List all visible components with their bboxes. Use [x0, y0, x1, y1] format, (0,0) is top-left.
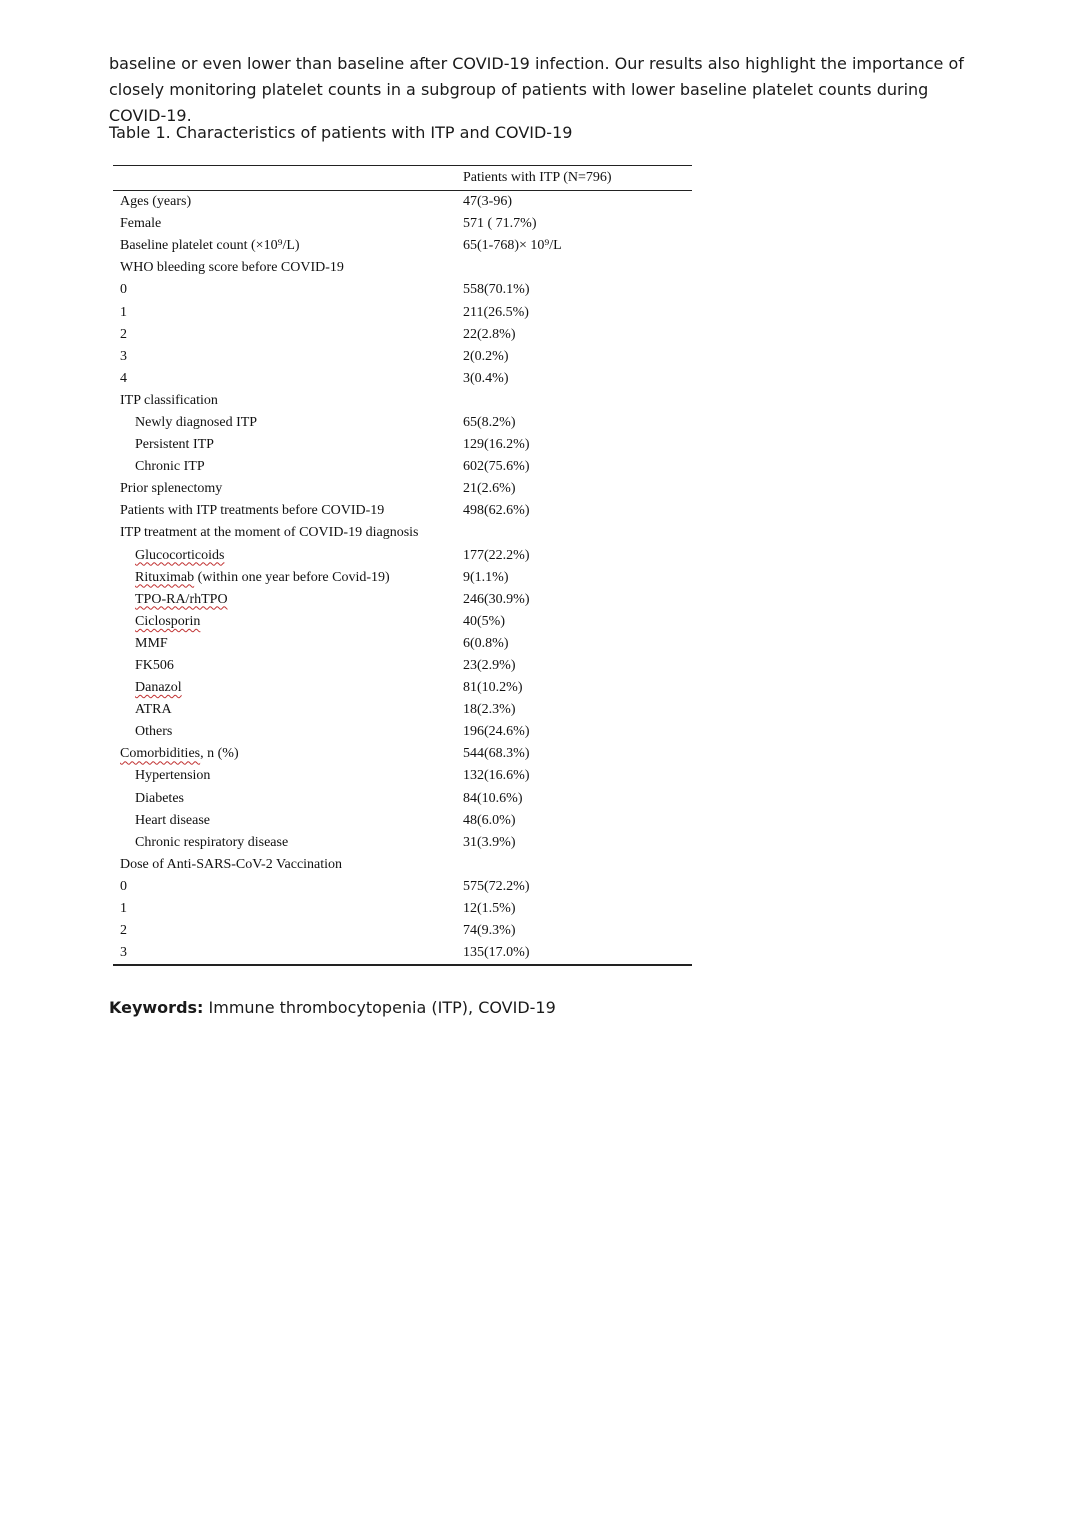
- row-label-text: Chronic ITP: [135, 459, 205, 475]
- row-label: [113, 415, 463, 431]
- table-row: [113, 191, 692, 213]
- row-label: [113, 835, 463, 851]
- row-label: [113, 216, 463, 232]
- row-value: 22(2.8%): [463, 326, 516, 342]
- row-value: 558(70.1%): [463, 282, 530, 298]
- table-row: [113, 213, 692, 235]
- row-value: 135(17.0%): [463, 945, 530, 961]
- row-label-text: Chronic respiratory disease: [135, 834, 289, 850]
- row-label-suffix: (within one year before Covid-19): [194, 569, 390, 585]
- table-caption: Table 1. Characteristics of patients with ITP and COVID-19: [109, 123, 573, 142]
- row-label-text: 0: [120, 282, 127, 298]
- row-value: 602(75.6%): [463, 459, 530, 475]
- row-value: 211(26.5%): [463, 304, 529, 320]
- row-value: 177(22.2%): [463, 547, 530, 563]
- row-label: [113, 813, 463, 829]
- table-row: [113, 854, 692, 876]
- row-value: 31(3.9%): [463, 834, 516, 850]
- row-value: 2(0.2%): [463, 348, 509, 364]
- table-row: [113, 279, 692, 301]
- table-row: [113, 324, 692, 346]
- row-label: [113, 305, 463, 321]
- table-row: [113, 301, 692, 323]
- table-row: [113, 257, 692, 279]
- table-row: [113, 699, 692, 721]
- row-label-text: Rituximab: [135, 569, 195, 585]
- row-label: [113, 791, 463, 807]
- table-row: [113, 368, 692, 390]
- table-row: [113, 920, 692, 942]
- row-label: [113, 658, 463, 674]
- row-value: 6(0.8%): [463, 635, 509, 651]
- row-label: [113, 260, 463, 276]
- table-row: [113, 810, 692, 832]
- row-label-text: Baseline platelet count (×10⁹/L): [120, 238, 300, 254]
- row-value: 12(1.5%): [463, 901, 516, 917]
- row-label-suffix: , n (%): [200, 746, 239, 762]
- row-label-text: Female: [120, 216, 162, 232]
- row-label: [113, 901, 463, 917]
- row-label: [113, 393, 463, 409]
- table-row: [113, 390, 692, 412]
- table-body: [113, 191, 692, 964]
- table-row: [113, 589, 692, 611]
- row-label-text: 1: [120, 304, 127, 320]
- keywords-text: Immune thrombocytopenia (ITP), COVID-19: [203, 998, 556, 1017]
- row-label-text: Comorbidities: [120, 746, 201, 762]
- row-label: [113, 525, 463, 541]
- row-label: [113, 371, 463, 387]
- table-row: [113, 743, 692, 765]
- table-row: [113, 478, 692, 500]
- row-label: [113, 459, 463, 475]
- row-label-text: Persistent ITP: [135, 437, 214, 453]
- row-label-text: Newly diagnosed ITP: [135, 414, 258, 430]
- row-label: [113, 570, 463, 586]
- row-value: 132(16.6%): [463, 768, 530, 784]
- row-label-text: Patients with ITP treatments before COVID-19: [120, 503, 385, 519]
- row-label-text: MMF: [135, 635, 168, 651]
- row-label: [113, 857, 463, 873]
- row-label-text: ITP treatment at the moment of COVID-19 diagnosis: [120, 525, 419, 541]
- row-value: 81(10.2%): [463, 680, 523, 696]
- row-label: [113, 437, 463, 453]
- row-label: [113, 768, 463, 784]
- row-label: [113, 327, 463, 343]
- row-label: [113, 282, 463, 298]
- row-value: 129(16.2%): [463, 437, 530, 453]
- table-row: [113, 235, 692, 257]
- table-row: [113, 677, 692, 699]
- row-label-text: 2: [120, 326, 127, 342]
- row-value: 498(62.6%): [463, 503, 530, 519]
- row-value: 74(9.3%): [463, 923, 516, 939]
- table-row: [113, 898, 692, 920]
- row-label-text: Hypertension: [135, 768, 211, 784]
- row-value: 3(0.4%): [463, 370, 509, 386]
- row-value: 246(30.9%): [463, 591, 530, 607]
- table-row: [113, 346, 692, 368]
- row-label-text: WHO bleeding score before COVID-19: [120, 260, 344, 276]
- row-label: [113, 238, 463, 254]
- row-value: 40(5%): [463, 613, 505, 629]
- keywords-line: [109, 997, 556, 1019]
- row-value: 48(6.0%): [463, 812, 516, 828]
- table-header-row: [113, 166, 692, 190]
- row-label-text: TPO-RA/rhTPO: [135, 591, 228, 607]
- table-row: [113, 567, 692, 589]
- table-bottom-rule: [113, 964, 692, 966]
- keywords-label: Keywords:: [109, 998, 204, 1017]
- row-value: 65(1-768)× 10⁹/L: [463, 238, 562, 254]
- row-label: [113, 194, 463, 210]
- row-label-text: Prior splenectomy: [120, 481, 223, 497]
- table-row: [113, 876, 692, 898]
- row-label: [113, 702, 463, 718]
- table-row: [113, 721, 692, 743]
- table-row: [113, 434, 692, 456]
- table-row: [113, 788, 692, 810]
- row-label-text: Others: [135, 724, 173, 740]
- row-label: [113, 503, 463, 519]
- row-label-text: 1: [120, 901, 127, 917]
- row-value: 65(8.2%): [463, 414, 516, 430]
- row-label: [113, 548, 463, 564]
- table-row: [113, 633, 692, 655]
- row-label-text: ITP classification: [120, 392, 218, 408]
- row-label-text: 3: [120, 348, 127, 364]
- row-label-text: FK506: [135, 658, 174, 674]
- row-label: [113, 636, 463, 652]
- row-label: [113, 923, 463, 939]
- header-col-2: Patients with ITP (N=796): [463, 170, 612, 185]
- table-row: [113, 456, 692, 478]
- row-label-text: Glucocorticoids: [135, 547, 225, 563]
- body-paragraph: baseline or even lower than baseline after COVID-19 infection. Our results also highlight the importance of closely monitoring platelet counts in a subgroup of patients with lower baseline platelet counts during COVID-19.: [109, 54, 964, 125]
- row-value: 23(2.9%): [463, 658, 516, 674]
- table-row: [113, 655, 692, 677]
- row-label: [113, 349, 463, 365]
- table-row: [113, 942, 692, 964]
- row-label: [113, 614, 463, 630]
- row-value: 544(68.3%): [463, 746, 530, 762]
- row-label: [113, 746, 463, 762]
- row-label: [113, 680, 463, 696]
- row-value: 47(3-96): [463, 194, 512, 210]
- row-value: 21(2.6%): [463, 481, 516, 497]
- table-row: [113, 611, 692, 633]
- row-label-text: 4: [120, 370, 127, 386]
- row-value: 575(72.2%): [463, 878, 530, 894]
- row-value: 9(1.1%): [463, 569, 509, 585]
- row-label: [113, 592, 463, 608]
- row-label: [113, 481, 463, 497]
- table-row: [113, 832, 692, 854]
- row-label-text: Dose of Anti-SARS-CoV-2 Vaccination: [120, 856, 343, 872]
- row-label: [113, 724, 463, 740]
- row-label-text: 2: [120, 923, 127, 939]
- row-value: 84(10.6%): [463, 790, 523, 806]
- table-row: [113, 545, 692, 567]
- row-label: [113, 945, 463, 961]
- row-label-text: Danazol: [135, 680, 182, 696]
- table-row: [113, 412, 692, 434]
- row-label-text: 3: [120, 945, 127, 961]
- row-label-text: Diabetes: [135, 790, 184, 806]
- row-value: 571 ( 71.7%): [463, 216, 537, 232]
- row-label-text: ATRA: [135, 702, 172, 718]
- row-label-text: Ages (years): [120, 194, 192, 210]
- row-label-text: Heart disease: [135, 812, 211, 828]
- row-value: 18(2.3%): [463, 702, 516, 718]
- table-row: [113, 522, 692, 544]
- row-label-text: Ciclosporin: [135, 613, 201, 629]
- characteristics-table: [113, 165, 692, 966]
- row-label-text: 0: [120, 878, 127, 894]
- row-label: [113, 879, 463, 895]
- row-value: 196(24.6%): [463, 724, 530, 740]
- table-row: [113, 500, 692, 522]
- table-row: [113, 765, 692, 787]
